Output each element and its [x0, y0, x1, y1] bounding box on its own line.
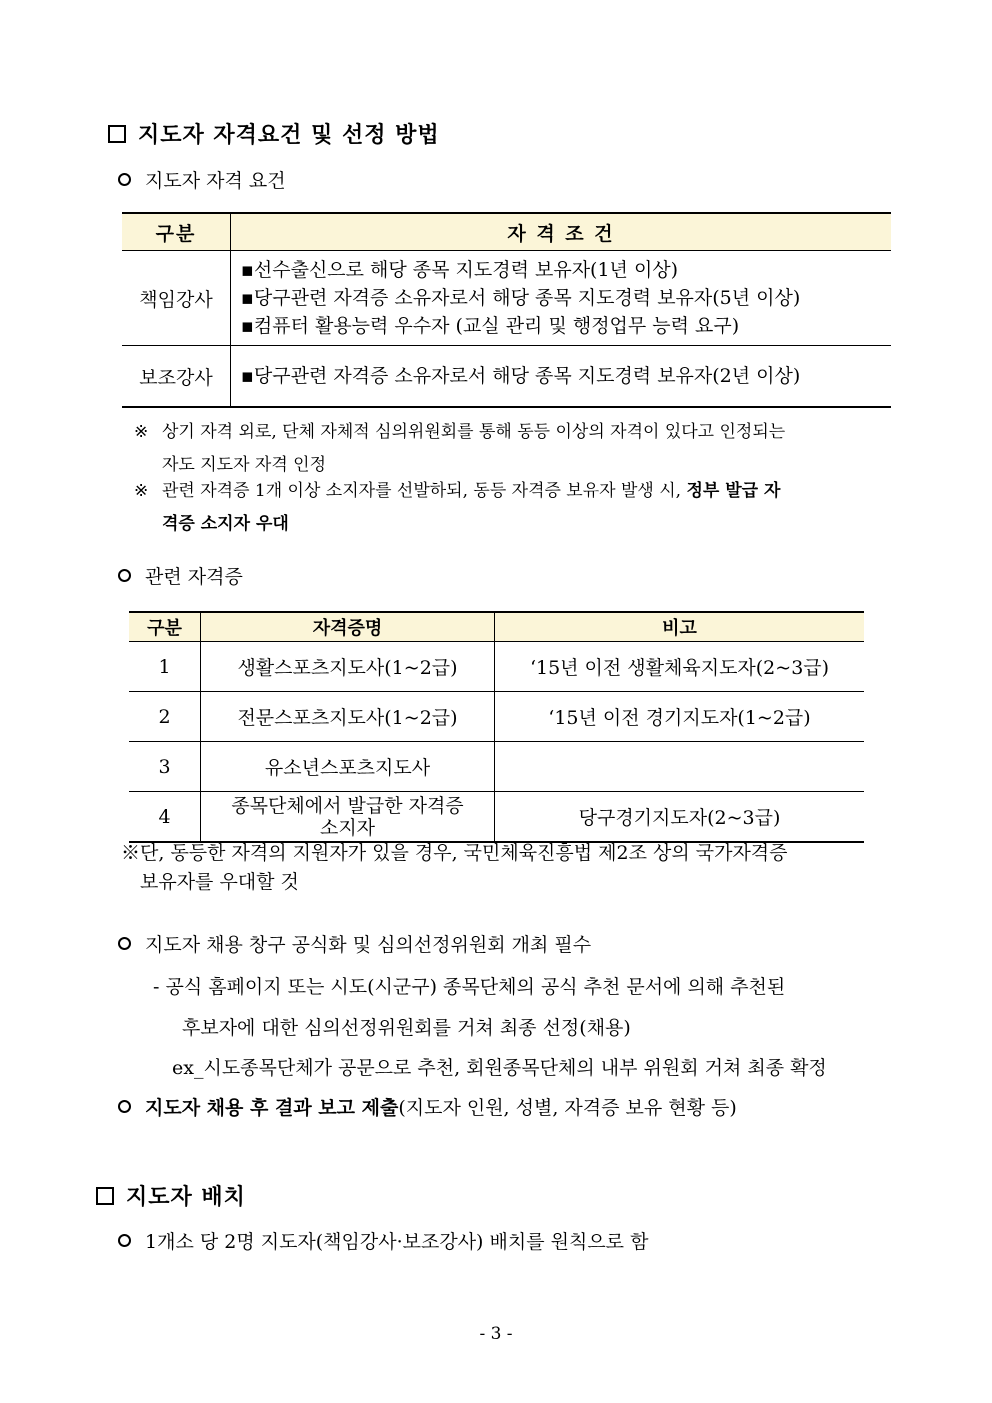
cell-no: 4 [129, 792, 201, 843]
qualification-table [122, 212, 891, 408]
recruit-dash-line1: - 공식 홈페이지 또는 시도(시군구) 종목단체의 공식 추천 문서에 의해 추천된 [153, 976, 786, 998]
table-row [122, 346, 891, 408]
checkbox-square-icon [96, 1187, 114, 1205]
circle-bullet-icon [118, 1100, 131, 1113]
condition-item: ▪컴퓨터 활용능력 우수자 (교실 관리 및 행정업무 능력 요구) [241, 315, 740, 337]
recruit-example: ex_시도종목단체가 공문으로 추천, 회원종목단체의 내부 위원회 거쳐 최종 확정 [172, 1057, 827, 1079]
checkbox-square-icon [108, 125, 126, 143]
circle-bullet-icon [118, 1234, 131, 1247]
condition-item: ▪선수출신으로 해당 종목 지도경력 보유자(1년 이상) [241, 259, 679, 281]
table-row [129, 792, 864, 843]
condition-item: ▪당구관련 자격증 소유자로서 해당 종목 지도경력 보유자(5년 이상) [241, 287, 801, 309]
circle-bullet-icon [118, 173, 131, 186]
table-header-row [122, 213, 891, 251]
table-row [129, 692, 864, 742]
cell-cert-name: 전문스포츠지도사(1~2급) [201, 692, 495, 742]
note-1: ※ 상기 자격 외로, 단체 자체적 심의위원회를 통해 동등 이상의 자격이 있다고 인정되는 자도 지도자 자격 인정 [134, 422, 786, 475]
circle-bullet-icon [118, 569, 131, 582]
placement-item: 1개소 당 2명 지도자(책임강사·보조강사) 배치를 원칙으로 함 [118, 1227, 648, 1254]
cell-cert-name: 종목단체에서 발급한 자격증 소지자 [201, 792, 495, 843]
section-title-placement: 지도자 배치 [96, 1180, 246, 1211]
cell-no: 3 [129, 742, 201, 792]
header-category: 구분 [122, 213, 231, 251]
row-conditions [231, 251, 892, 346]
row-conditions [231, 346, 892, 408]
header-remark: 비고 [495, 612, 865, 642]
note-2: ※ 관련 자격증 1개 이상 소지자를 선발하되, 동등 자격증 보유자 발생 시, 정부 발급 자 격증 소지자 우대 [134, 481, 781, 534]
recruit-title: 지도자 채용 창구 공식화 및 심의선정위원회 개최 필수 [118, 930, 591, 957]
table-row [129, 642, 864, 692]
cell-cert-name: 유소년스포츠지도사 [201, 742, 495, 792]
table-row [122, 251, 891, 346]
cell-cert-name: 생활스포츠지도사(1~2급) [201, 642, 495, 692]
table-row [129, 742, 864, 792]
cell-remark: ‘15년 이전 경기지도자(1~2급) [495, 692, 865, 742]
cell-remark: 당구경기지도자(2~3급) [495, 792, 865, 843]
row-category: 보조강사 [122, 346, 231, 408]
subsection-certificates: 관련 자격증 [118, 562, 243, 589]
cert-note: ※단, 동등한 자격의 지원자가 있을 경우, 국민체육진흥법 제2조 상의 국가자격증 보유자를 우대할 것 [121, 842, 788, 893]
cell-no: 2 [129, 692, 201, 742]
cell-no: 1 [129, 642, 201, 692]
header-no: 구분 [129, 612, 201, 642]
section-title-qualification: 지도자 자격요건 및 선정 방법 [108, 118, 440, 149]
header-cert-name: 자격증명 [201, 612, 495, 642]
condition-item: ▪당구관련 자격증 소유자로서 해당 종목 지도경력 보유자(2년 이상) [241, 365, 801, 387]
cell-remark [495, 742, 865, 792]
cell-remark: ‘15년 이전 생활체육지도자(2~3급) [495, 642, 865, 692]
recruit-dash-line2: 후보자에 대한 심의선정위원회를 거쳐 최종 선정(채용) [182, 1017, 631, 1039]
row-category: 책임강사 [122, 251, 231, 346]
page-number: - 3 - [479, 1324, 513, 1344]
table-header-row [129, 612, 864, 642]
circle-bullet-icon [118, 937, 131, 950]
header-conditions: 자 격 조 건 [231, 213, 892, 251]
subsection-qualification: 지도자 자격 요건 [118, 166, 286, 193]
report-line: 지도자 채용 후 결과 보고 제출 (지도자 인원, 성별, 자격증 보유 현황 등) [118, 1093, 737, 1120]
certificate-table [129, 611, 864, 843]
